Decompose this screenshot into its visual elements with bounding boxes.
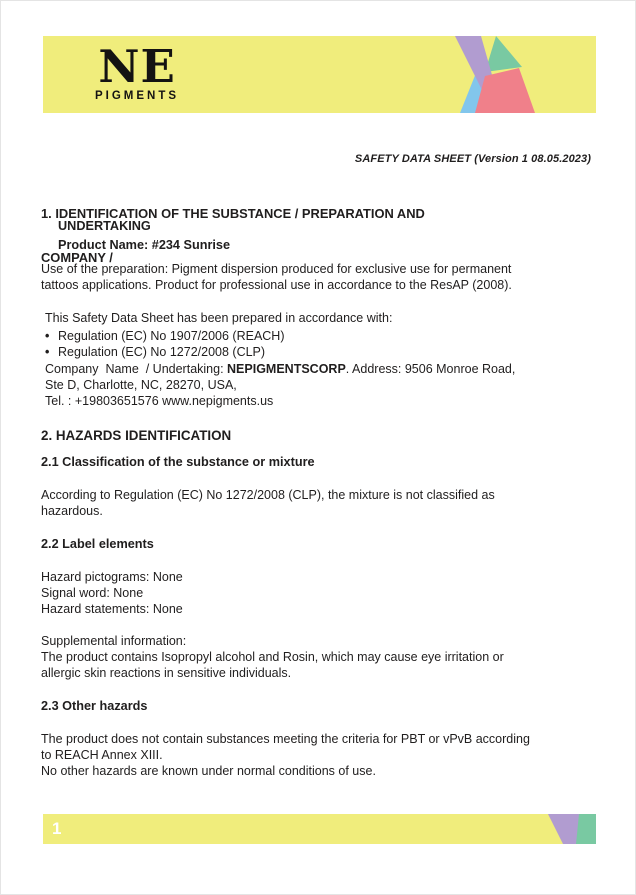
section-2-2-heading: 2.2 Label elements xyxy=(41,537,154,551)
other-hazards-paragraph xyxy=(41,731,601,780)
company-address-block xyxy=(45,361,605,410)
prepared-in-accordance-line: This Safety Data Sheet has been prepared in accordance with: xyxy=(45,311,393,325)
company-tel-line: Tel. : +19803651576 www.nepigments.us xyxy=(45,394,274,409)
bullet-item xyxy=(45,344,605,360)
section-2-heading: 2. HAZARDS IDENTIFICATION xyxy=(41,428,232,443)
company-label: Company Name / Undertaking: xyxy=(45,362,228,376)
section-2-1-heading: 2.1 Classification of the substance or mixture xyxy=(41,455,315,469)
bullet-icon: • xyxy=(45,345,50,360)
paragraph-line: According to Regulation (EC) No 1272/2008 (CLP), the mixture is not classified as xyxy=(41,488,495,502)
company-address-line2: Ste D, Charlotte, NC, 28270, USA, xyxy=(45,378,237,393)
header-band xyxy=(43,36,596,113)
paragraph-line: to REACH Annex XIII. xyxy=(41,748,163,763)
paragraph-line: The product contains Isopropyl alcohol and Rosin, which may cause eye irritation or xyxy=(41,650,504,665)
page-number: 1 xyxy=(52,819,62,838)
paragraph-line: No other hazards are known under normal conditions of use. xyxy=(41,764,376,779)
use-of-preparation-paragraph xyxy=(41,261,601,293)
hazard-pictograms-line: Hazard pictograms: None xyxy=(41,570,183,584)
label-elements-block xyxy=(41,569,601,618)
product-name-line: Product Name: #234 Sunrise xyxy=(58,238,231,252)
bullet-text: Regulation (EC) No 1272/2008 (CLP) xyxy=(58,345,266,360)
paragraph-line: The product does not contain substances meeting the criteria for PBT or vPvB according xyxy=(41,732,530,746)
company-line xyxy=(45,361,605,377)
company-address-start: . Address: 9506 Monroe Road, xyxy=(345,362,516,376)
section-1-heading-line2: COMPANY / xyxy=(41,249,113,265)
hazard-statements-line: Hazard statements: None xyxy=(41,602,183,617)
undertaking-heading: UNDERTAKING xyxy=(58,219,151,233)
logo-primary-text: NE xyxy=(98,40,176,93)
bullet-item xyxy=(45,328,605,344)
bullet-icon: • xyxy=(45,329,50,343)
company-name: NEPIGMENTSCORP xyxy=(227,362,346,376)
paragraph-line: tattoos applications. Product for professional use in accordance to the ResAP (2008). xyxy=(41,278,512,293)
sds-version-line: SAFETY DATA SHEET (Version 1 08.05.2023) xyxy=(354,153,591,165)
paragraph-line: allergic skin reactions in sensitive individuals. xyxy=(41,666,292,681)
signal-word-line: Signal word: None xyxy=(41,586,144,601)
company-logo xyxy=(95,40,180,102)
section-1-heading-line1: 1. IDENTIFICATION OF THE SUBSTANCE / PREPARATION AND xyxy=(41,206,425,222)
paragraph-line: hazardous. xyxy=(41,504,103,519)
regulation-bullet-list xyxy=(45,328,605,360)
classification-paragraph xyxy=(41,487,601,519)
paragraph-line: Use of the preparation: Pigment dispersion produced for exclusive use for permanent xyxy=(41,262,512,276)
supplemental-label: Supplemental information: xyxy=(41,634,187,648)
supplemental-information-block xyxy=(41,633,601,682)
section-2-3-heading: 2.3 Other hazards xyxy=(41,699,148,713)
logo-secondary-text: PIGMENTS xyxy=(95,90,180,102)
bullet-text: Regulation (EC) No 1907/2006 (REACH) xyxy=(58,329,285,343)
green-triangle-icon xyxy=(485,36,522,72)
footer-band xyxy=(43,814,596,844)
